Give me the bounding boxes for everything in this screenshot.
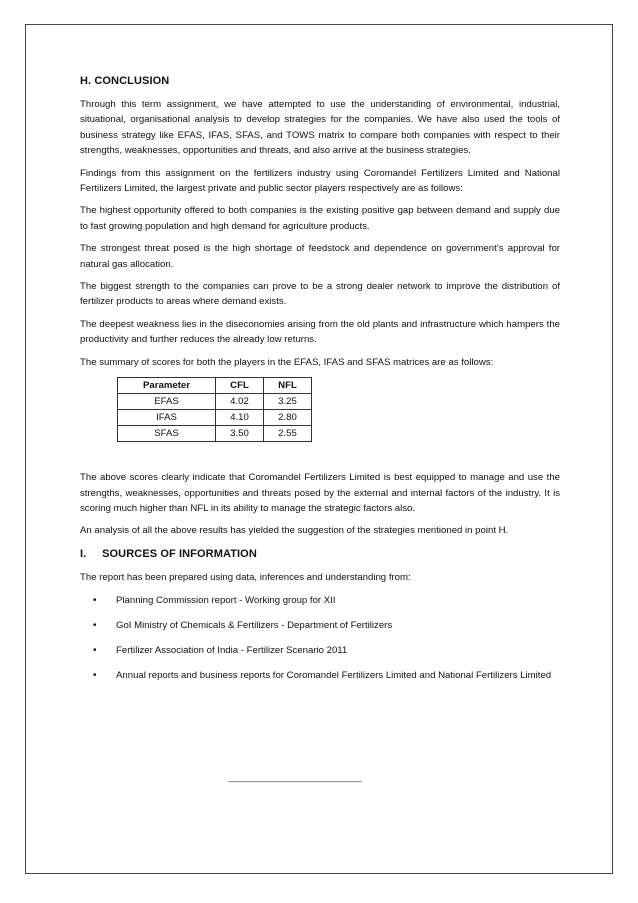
paragraph: The strongest threat posed is the high shortage of feedstock and dependence on government’s approval for natural gas allocation. [80,243,560,270]
paragraph: Through this term assignment, we have attempted to use the understanding of environmental, industrial, situational, organisational analysis to develop strategies for the companies. We have also used the tools of business strategy like EFAS, IFAS, SFAS, and TOWS matrix to compare both companies with respect to their strengths, weaknesses, opportunities and threats, and also arrive at the business strategies. [80,99,560,157]
list-item-text: GoI Ministry of Chemicals & Fertilizers - Department of Fertilizers [116,620,393,632]
table-header: Parameter [118,378,216,394]
table-cell: EFAS [118,394,216,410]
table-cell: 2.80 [264,410,312,426]
end-divider: ------------------------------------------------------------------------- [228,779,362,786]
list-item-text: Planning Commission report - Working group for XII [116,595,336,607]
table-cell: 2.55 [264,426,312,442]
table-cell: 4.02 [216,394,264,410]
paragraph: Findings from this assignment on the fertilizers industry using Coromandel Fertilizers Limited and National Fertilizers Limited, the largest private and public sector players respectively are as follows: [80,167,560,195]
scores-table [117,377,312,442]
list-item [80,643,560,658]
list-item [80,593,560,608]
list-item [80,618,560,633]
list-item-text: Fertilizer Association of India - Fertilizer Scenario 2011 [116,645,348,657]
list-item [80,668,560,683]
bullet-icon: • [93,595,97,607]
table-row [118,426,312,442]
sources-intro: The report has been prepared using data, inferences and understanding from: [80,571,411,583]
table-header-row [118,378,312,394]
table-header: CFL [216,378,264,394]
table-cell: 4.10 [216,410,264,426]
bullet-icon: • [93,670,97,682]
table-row [118,394,312,410]
table-cell: 3.25 [264,394,312,410]
scores-table-wrapper [117,377,560,442]
paragraph: An analysis of all the above results has yielded the suggestion of the strategies mentioned in point H. [80,525,509,537]
table-row [118,410,312,426]
section-i-heading: I. SOURCES OF INFORMATION [80,547,257,560]
paragraph: The biggest strength to the companies can prove to be a strong dealer network to improve the distribution of fertilizer products to areas where demand exists. [80,281,560,308]
sources-list [80,593,560,683]
table-cell: IFAS [118,410,216,426]
table-cell: 3.50 [216,426,264,442]
bullet-icon: • [93,620,97,632]
table-cell: SFAS [118,426,216,442]
paragraph: The summary of scores for both the players in the EFAS, IFAS and SFAS matrices are as follows: [80,356,494,368]
document-body [80,75,560,693]
paragraph: The highest opportunity offered to both companies is the existing positive gap between demand and supply due to fast growing population and high demand for agriculture products. [80,205,560,232]
list-item-text: Annual reports and business reports for Coromandel Fertilizers Limited and National Fertilizers Limited [116,670,552,682]
paragraph: The above scores clearly indicate that Coromandel Fertilizers Limited is best equipped to manage and use the strengths, weaknesses, opportunities and threats posed by the external and internal factors of the industry. It is scoring much higher than NFL in its ability to manage the strategic factors also. [80,472,560,514]
paragraph: The deepest weakness lies in the diseconomies arising from the old plants and infrastructure which hampers the productivity and further reduces the already low returns. [80,318,560,346]
table-header: NFL [264,378,312,394]
section-h-heading: H. CONCLUSION [80,75,170,87]
bullet-icon: • [93,645,97,657]
